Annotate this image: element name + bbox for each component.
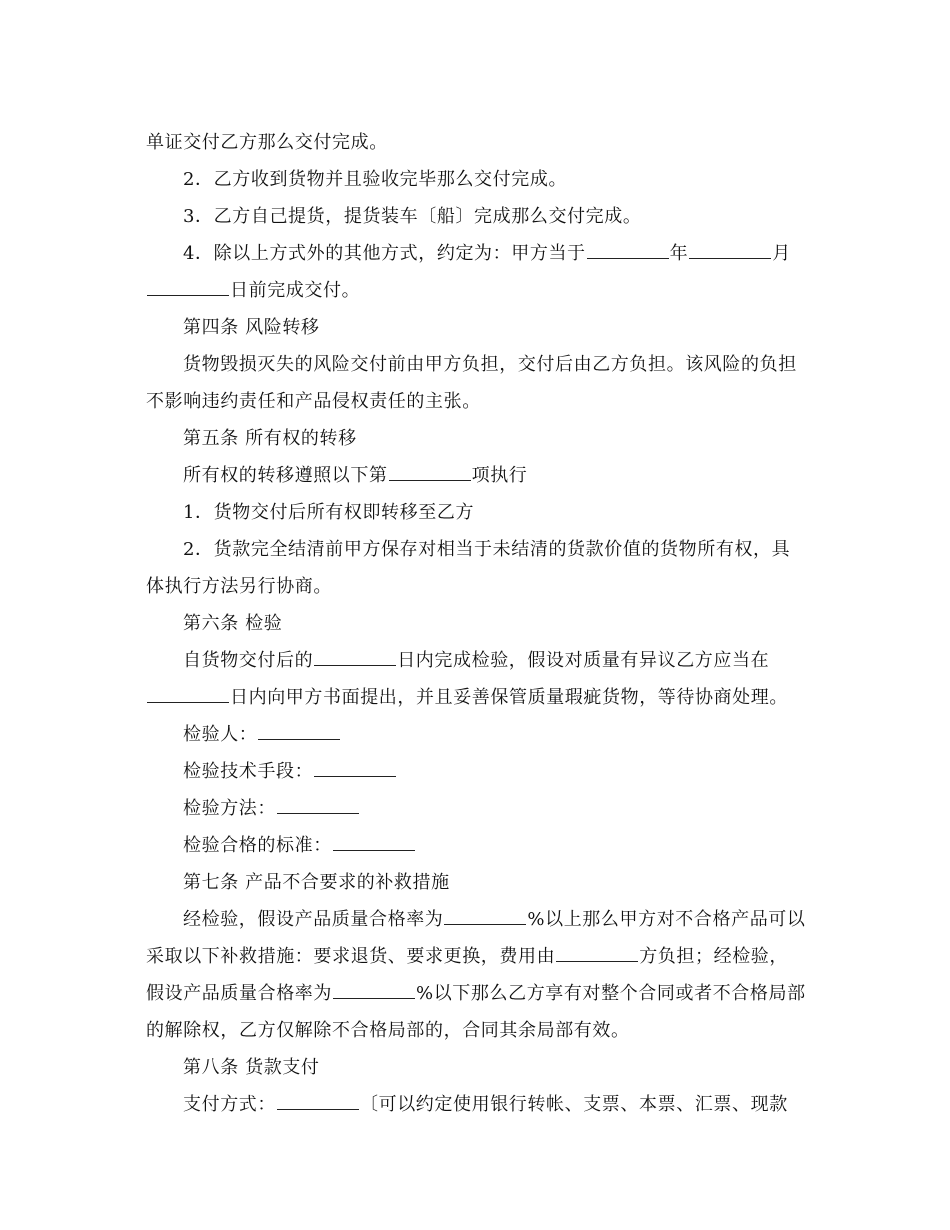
paragraph-line [146,235,800,272]
text: 〔可以约定使用银行转帐、支票、本票、汇票、现款 [360,1094,788,1115]
blank-field [277,797,359,814]
paragraph-line [146,272,800,309]
paragraph-line [146,124,800,161]
blank-field [689,242,771,259]
text: 日内完成检验，假设对质量有异议乙方应当在 [397,650,770,671]
field-line [146,827,800,864]
section-heading [146,1049,800,1086]
paragraph-line [146,198,800,235]
text: 体执行方法另行协商。 [146,576,332,597]
text: 单证交付乙方那么交付完成。 [146,132,388,153]
text: 第八条 货款支付 [183,1057,320,1078]
field-line [146,716,800,753]
text: 2．乙方收到货物并且验收完毕那么交付完成。 [183,169,568,190]
text: 经检验，假设产品质量合格率为 [183,909,444,930]
text: 年 [669,243,689,264]
text: 3．乙方自己提货，提货装车〔船〕完成那么交付完成。 [183,206,642,227]
paragraph-line [146,531,800,568]
blank-field [277,1093,359,1110]
paragraph-line [146,383,800,420]
blank-field [389,464,471,481]
text: 自货物交付后的 [183,650,314,671]
blank-field [444,908,526,925]
text: 第五条 所有权的转移 [183,428,357,449]
blank-field [314,649,396,666]
text: 2．货款完全结清前甲方保存对相当于未结清的货款价值的货物所有权，具 [183,539,791,560]
document-body [146,124,806,1123]
text: %以上那么甲方对不合格产品可以 [527,909,806,930]
section-heading [146,864,800,901]
paragraph-line [146,1012,800,1049]
field-line [146,790,800,827]
text: 1．货物交付后所有权即转移至乙方 [183,502,475,523]
text: 4．除以上方式外的其他方式，约定为：甲方当于 [183,243,586,264]
text: 所有权的转移遵照以下第 [183,465,388,486]
field-label: 检验人： [183,724,258,745]
blank-field [333,982,415,999]
text: 货物毁损灭失的风险交付前由甲方负担，交付后由乙方负担。该风险的负担 [183,354,797,375]
blank-field [147,279,229,296]
section-heading [146,309,800,346]
field-line [146,753,800,790]
section-heading [146,420,800,457]
paragraph-line [146,642,800,679]
paragraph-line [146,938,800,975]
text: 不影响违约责任和产品侵权责任的主张。 [146,391,481,412]
text: 日前完成交付。 [230,280,361,301]
paragraph-line [146,568,800,605]
text: 的解除权，乙方仅解除不合格局部的，合同其余局部有效。 [146,1020,630,1041]
blank-field [587,242,669,259]
text: 第四条 风险转移 [183,317,320,338]
text: 项执行 [471,465,528,486]
text: 日内向甲方书面提出，并且妥善保管质量瑕疵货物，等待协商处理。 [230,687,788,708]
text: 第七条 产品不合要求的补救措施 [183,872,450,893]
blank-field [314,760,396,777]
paragraph-line [146,161,800,198]
text: 采取以下补救措施：要求退货、要求更换，费用由 [146,946,556,967]
paragraph-line [146,975,806,1012]
blank-field [556,945,638,962]
field-label: 检验技术手段： [183,761,314,782]
blank-field [258,723,340,740]
field-label: 检验方法： [183,798,276,819]
paragraph-line [146,1086,800,1123]
paragraph-line [146,494,800,531]
field-label: 检验合格的标准： [183,835,332,856]
text: 方负担；经检验， [639,946,789,967]
text: 第六条 检验 [183,613,283,634]
text: 支付方式： [183,1094,276,1115]
paragraph-line [146,457,800,494]
blank-field [147,686,229,703]
text: %以下那么乙方享有对整个合同或者不合格局部 [416,983,806,1004]
text: 假设产品质量合格率为 [146,983,332,1004]
paragraph-line [146,901,806,938]
paragraph-line [146,679,800,716]
section-heading [146,605,800,642]
text: 月 [772,243,791,264]
paragraph-line [146,346,800,383]
blank-field [333,834,415,851]
